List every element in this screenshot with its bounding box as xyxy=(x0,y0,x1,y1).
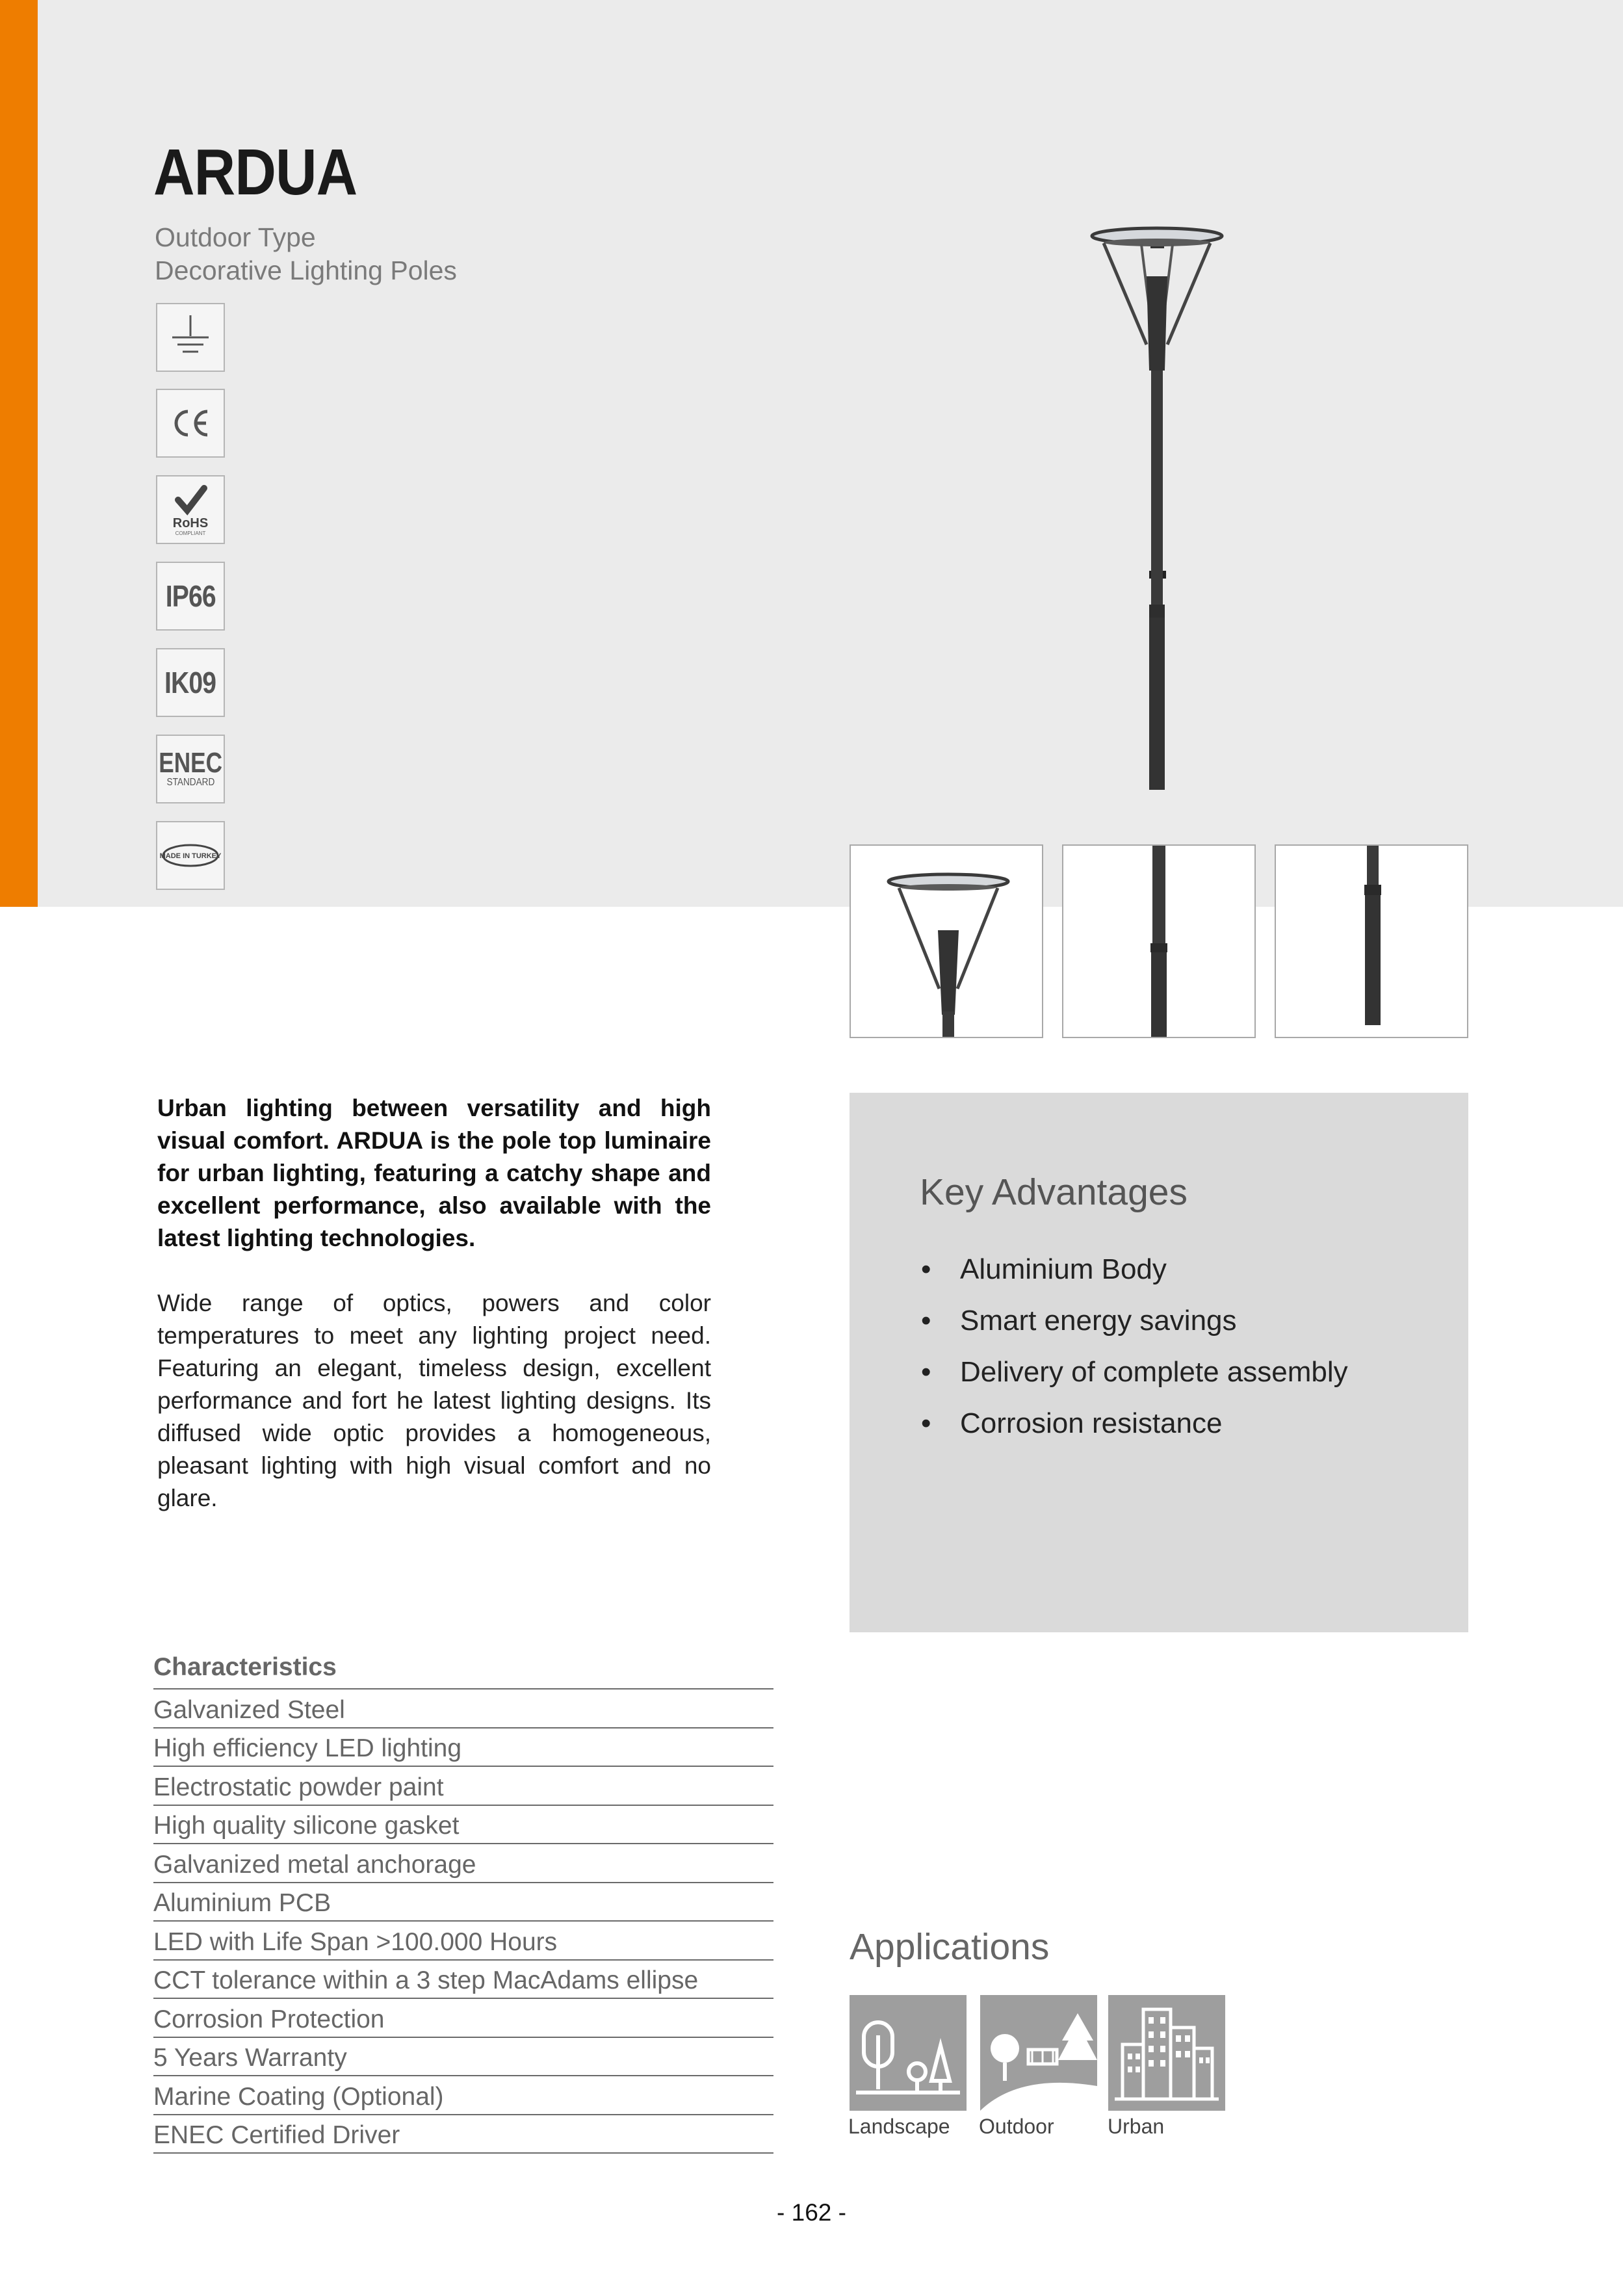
applications-title: Applications xyxy=(850,1926,1050,1968)
urban-icon xyxy=(1108,1995,1225,2111)
ip-rating-label: IP66 xyxy=(165,579,216,613)
characteristics-divider xyxy=(153,2114,773,2115)
key-advantages-list xyxy=(921,1255,1348,1461)
characteristics-divider xyxy=(153,1920,773,1922)
key-advantages-title: Key Advantages xyxy=(920,1171,1188,1213)
characteristics-divider xyxy=(153,1688,773,1689)
outdoor-icon xyxy=(980,1995,1097,2111)
enec-label: ENEC xyxy=(159,747,222,779)
characteristic-item: Aluminium PCB xyxy=(153,1889,331,1917)
made-in-turkey-label: MADE IN TURKEY xyxy=(159,852,222,860)
characteristics-divider xyxy=(153,1959,773,1961)
thumbnail-luminaire-head[interactable] xyxy=(850,844,1043,1038)
thumbnail-pole-base[interactable] xyxy=(1275,844,1468,1038)
earth-ground-badge xyxy=(156,303,225,372)
application-label-outdoor: Outdoor xyxy=(979,2115,1054,2138)
characteristics-divider xyxy=(153,2075,773,2076)
description-paragraph: Wide range of optics, powers and color temperatures to meet any lighting project need. Featuring an elegant, timeless design, excellent performance and fort he latest lighting designs. Its diffused wide optic provides a homogeneous, pleasant lighting with high visual comfort and no glare. xyxy=(157,1290,711,1511)
urban-tile xyxy=(1108,1995,1225,2111)
characteristic-item: Galvanized metal anchorage xyxy=(153,1851,476,1879)
advantage-item: • Smart energy savings xyxy=(921,1307,1348,1335)
ik-rating-badge xyxy=(156,648,225,717)
characteristic-item: Marine Coating (Optional) xyxy=(153,2083,444,2111)
characteristics-divider xyxy=(153,1727,773,1729)
characteristic-item: CCT tolerance within a 3 step MacAdams ellipse xyxy=(153,1966,699,1994)
application-label-landscape: Landscape xyxy=(848,2115,950,2138)
landscape-tile xyxy=(850,1995,967,2111)
intro-paragraph: Urban lighting between versatility and high visual comfort. ARDUA is the pole top luminaire for urban lighting, featuring a catchy shape and excellent performance, also available with the latest lighting technologies. xyxy=(157,1095,711,1251)
application-label-urban: Urban xyxy=(1108,2115,1165,2138)
rohs-sub-label: COMPLIANT xyxy=(175,530,206,536)
page-number: - 162 - xyxy=(777,2199,846,2226)
characteristic-item: High quality silicone gasket xyxy=(153,1812,460,1840)
product-title: ARDUA xyxy=(153,136,357,209)
characteristic-item: LED with Life Span >100.000 Hours xyxy=(153,1928,558,1956)
characteristics-divider xyxy=(153,1998,773,1999)
earth-ground-icon xyxy=(164,311,216,363)
luminaire-head-image xyxy=(851,846,1042,1037)
rohs-label: RoHS xyxy=(172,516,209,530)
ce-badge xyxy=(156,389,225,458)
enec-sub-label: STANDARD xyxy=(166,776,214,788)
ce-mark-icon xyxy=(164,397,216,449)
characteristic-item: 5 Years Warranty xyxy=(153,2044,347,2072)
orange-accent-bar xyxy=(0,0,38,907)
ik-rating-label: IK09 xyxy=(164,666,216,699)
landscape-icon xyxy=(850,1995,967,2111)
outdoor-tile xyxy=(980,1995,1097,2111)
thumbnail-pole-joint[interactable] xyxy=(1062,844,1256,1038)
ip-rating-badge xyxy=(156,562,225,631)
pole-joint-image xyxy=(1063,846,1254,1037)
characteristics-divider xyxy=(153,1882,773,1883)
product-subtitle-line1: Outdoor Type xyxy=(155,222,316,252)
characteristics-divider xyxy=(153,2152,773,2154)
enec-badge xyxy=(156,735,225,803)
characteristic-item: High efficiency LED lighting xyxy=(153,1734,462,1762)
pole-base-image xyxy=(1276,846,1467,1037)
check-icon xyxy=(178,488,204,510)
characteristic-item: ENEC Certified Driver xyxy=(153,2121,400,2149)
advantage-item: • Aluminium Body xyxy=(921,1255,1348,1284)
characteristics-divider xyxy=(153,1805,773,1806)
rohs-badge xyxy=(156,475,225,544)
characteristics-divider xyxy=(153,1766,773,1767)
advantage-item: • Corrosion resistance xyxy=(921,1409,1348,1438)
characteristic-item: Galvanized Steel xyxy=(153,1696,345,1724)
key-advantages-panel xyxy=(850,1093,1468,1632)
advantage-item: • Delivery of complete assembly xyxy=(921,1358,1348,1387)
product-subtitle-line2: Decorative Lighting Poles xyxy=(155,255,457,285)
characteristics-divider xyxy=(153,1843,773,1844)
characteristic-item: Corrosion Protection xyxy=(153,2005,385,2033)
characteristics-divider xyxy=(153,2037,773,2038)
pole-product-image xyxy=(1079,215,1235,793)
characteristics-title: Characteristics xyxy=(153,1653,337,1681)
characteristic-item: Electrostatic powder paint xyxy=(153,1773,444,1801)
made-in-turkey-badge xyxy=(156,821,225,890)
